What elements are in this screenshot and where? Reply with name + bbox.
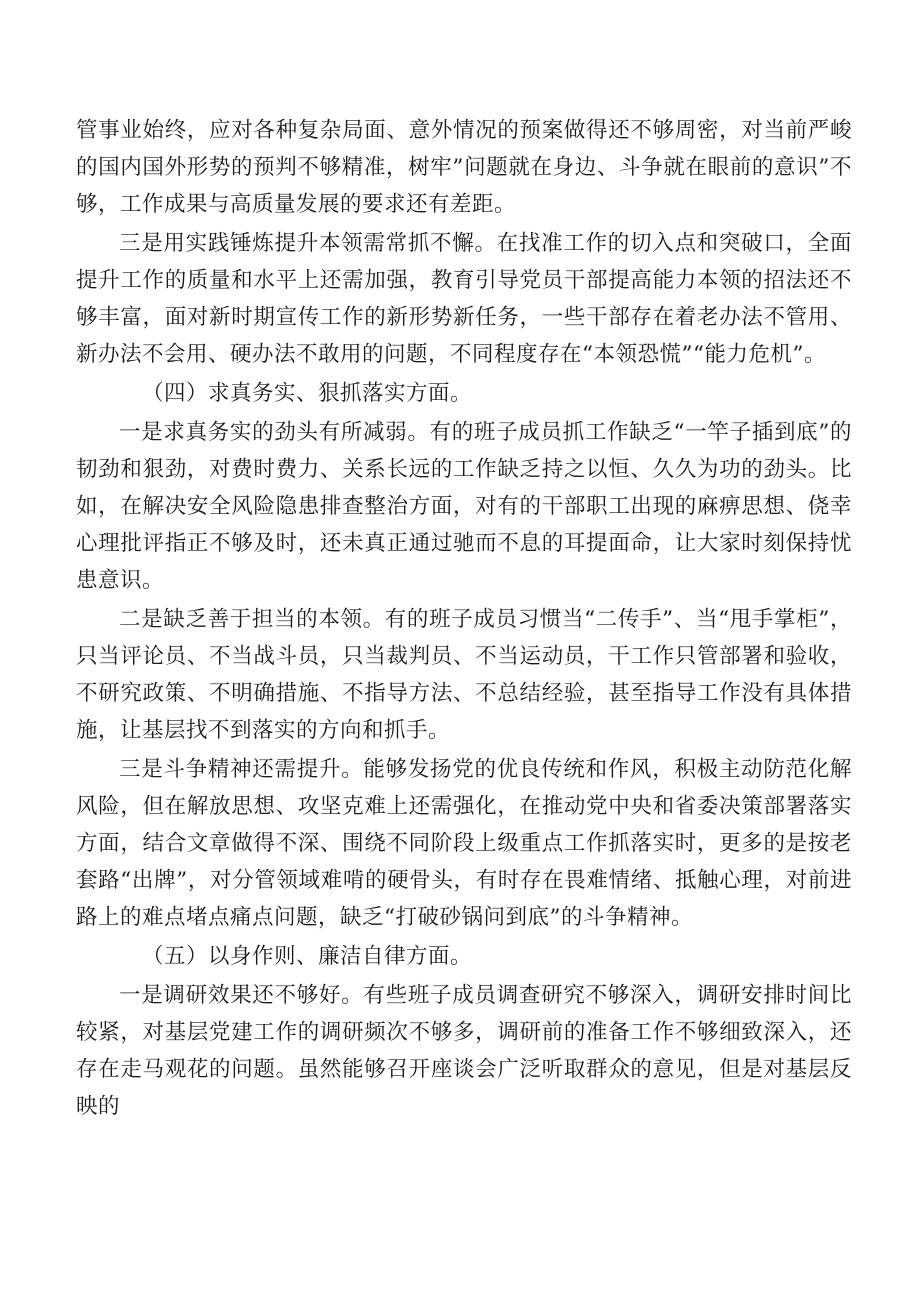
paragraph-research-effect: 一是调研效果还不够好。有些班子成员调查研究不够深入，调研安排时间比较紧，对基层党建工作的调研频次不够多，调研前的准备工作不够细致深入，还存在走马观花的问题。虽然能够召开座谈会广泛听取群众的意见，但是对基层反映的: [76, 983, 852, 1119]
paragraph-pragmatic-drive: 一是求真务实的劲头有所减弱。有的班子成员抓工作缺乏“一竿子插到底”的韧劲和狠劲，对费时费力、关系长远的工作缺乏持之以恒、久久为功的劲头。比如，在解决安全风险隐患排查整治方面，对有的干部职工出现的麻痹思想、侥幸心理批评指正不够及时，还未真正通过驰而不息的耳提面命，让大家时刻保持忧患意识。: [76, 420, 852, 593]
paragraph-responsibility: 二是缺乏善于担当的本领。有的班子成员习惯当“二传手”、当“甩手掌柜”，只当评论员、不当战斗员，只当裁判员、不当运动员，干工作只管部署和验收，不研究政策、不明确措施、不指导方法、不总结经验，甚至指导工作没有具体措施，让基层找不到落实的方向和抓手。: [76, 607, 852, 743]
section-heading-5: （五）以身作则、廉洁自律方面。: [142, 944, 473, 969]
document-body: [76, 112, 852, 1127]
section-heading-4: （四）求真务实、狠抓落实方面。: [142, 381, 473, 406]
paragraph-continuation: 管事业始终，应对各种复杂局面、意外情况的预案做得还不够周密，对当前严峻的国内国外形势的预判不够精准，树牢”问题就在身边、斗争就在眼前的意识”不够，工作成果与高质量发展的要求还有差距。: [76, 118, 852, 217]
paragraph-fighting-spirit: 三是斗争精神还需提升。能够发扬党的优良传统和作风，积极主动防范化解风险，但在解放思想、攻坚克难上还需强化，在推动党中央和省委决策部署落实方面，结合文章做得不深、围绕不同阶段上级重点工作抓落实时，更多的是按老套路“出牌”，对分管领域难啃的硬骨头，有时存在畏难情绪、抵触心理，对前进路上的难点堵点痛点问题，缺乏“打破砂锅问到底”的斗争精神。: [76, 757, 852, 930]
paragraph-practice-skills: 三是用实践锤炼提升本领需常抓不懈。在找准工作的切入点和突破口，全面提升工作的质量和水平上还需加强，教育引导党员干部提高能力本领的招法还不够丰富，面对新时期宣传工作的新形势新任务，一些干部存在着老办法不管用、新办法不会用、硬办法不敢用的问题，不同程度存在“本领恐慌”“能力危机”。: [76, 231, 852, 367]
